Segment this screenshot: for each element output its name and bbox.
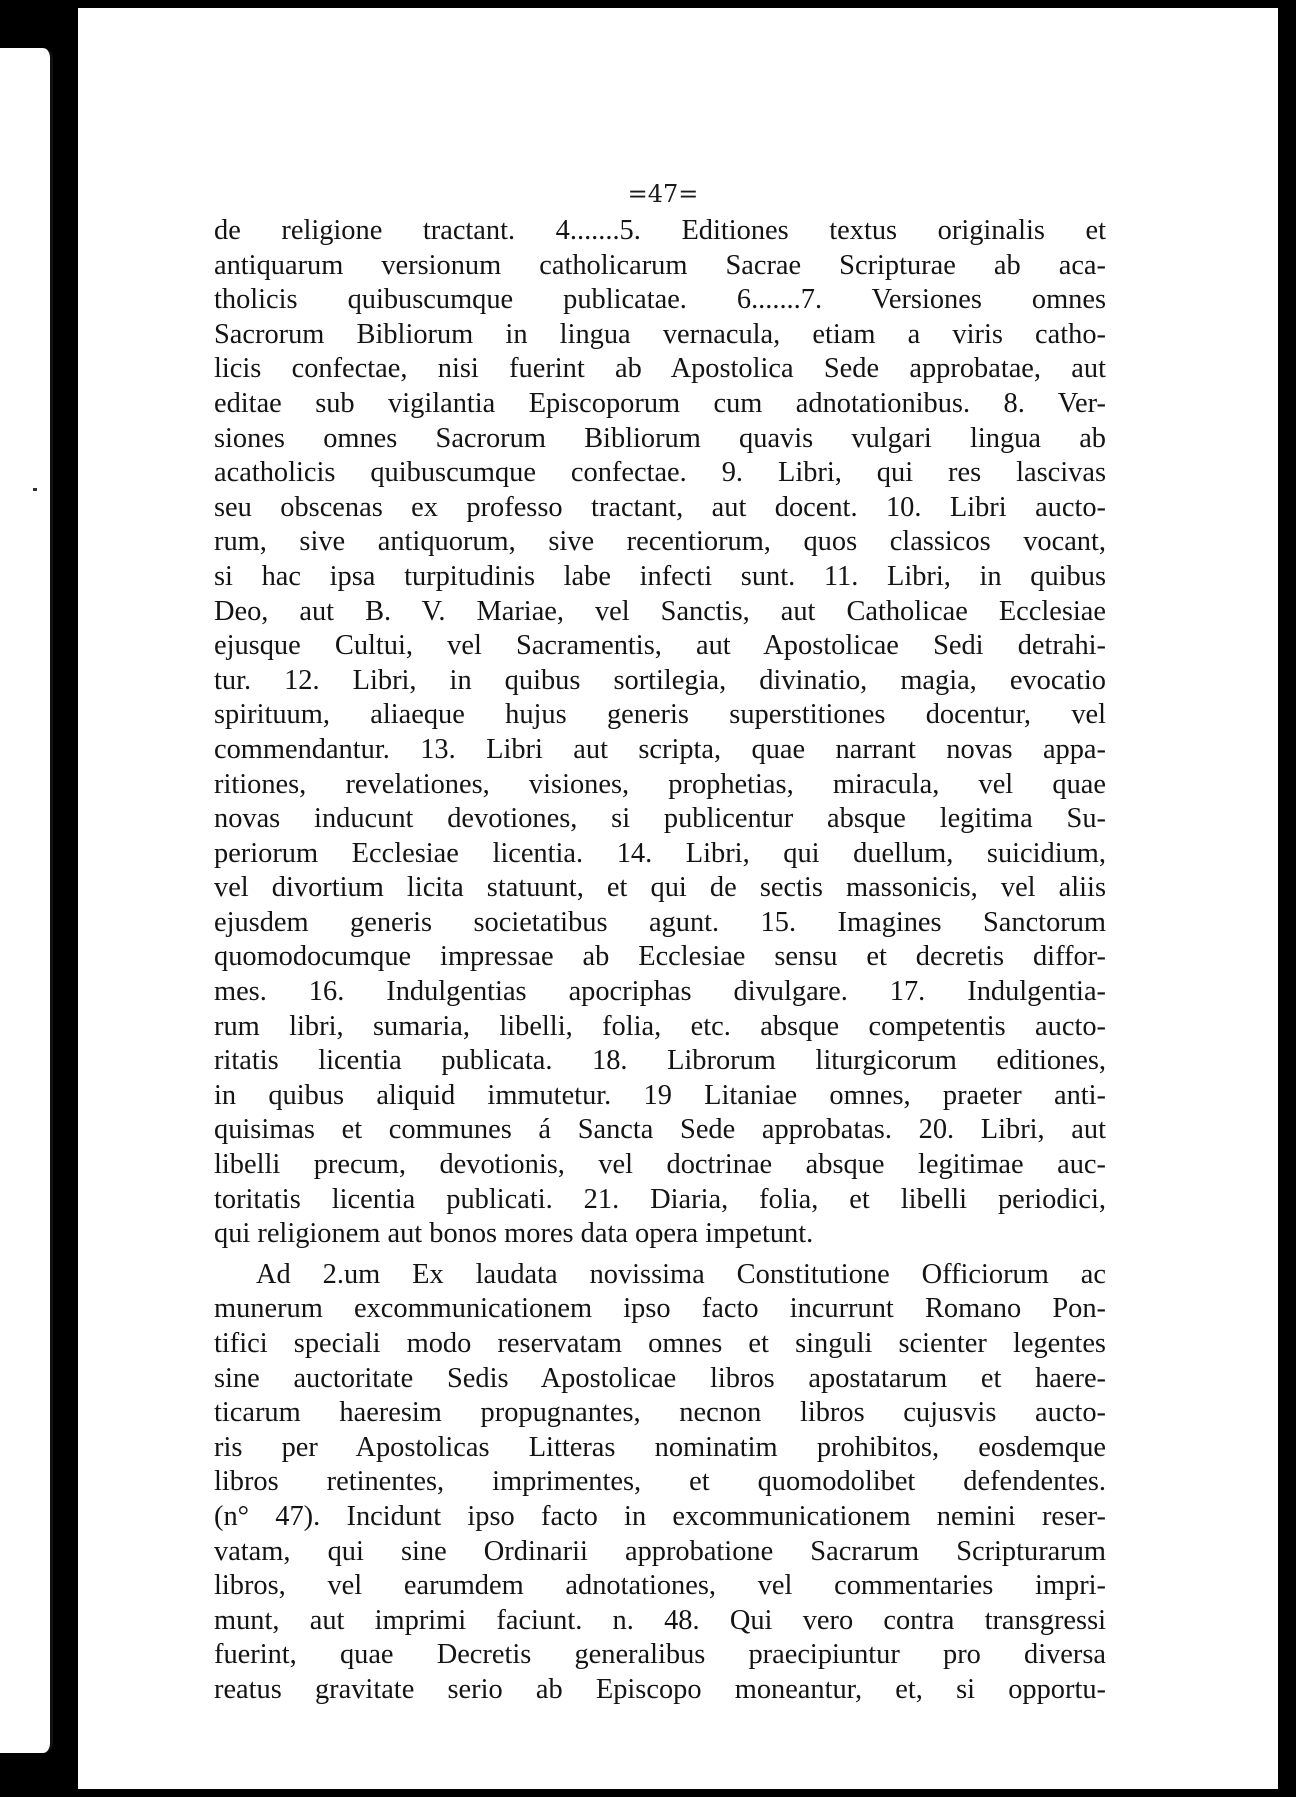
- text-line: rum, sive antiquorum, sive recentiorum, quos classicos vocant,: [214, 526, 1106, 558]
- text-line: editae sub vigilantia Episcoporum cum adnotationibus. 8. Ver-: [214, 387, 1106, 419]
- text-line: ticarum haeresim propugnantes, necnon libros cujusvis aucto-: [214, 1397, 1106, 1429]
- text-line: tholicis quibuscumque publicatae. 6.......7. Versiones omnes: [214, 284, 1106, 316]
- text-line: munerum excommunicationem ipso facto incurrunt Romano Pon-: [214, 1293, 1106, 1325]
- text-line: ritatis licentia publicata. 18. Librorum liturgicorum editiones,: [214, 1045, 1106, 1077]
- text-line: siones omnes Sacrorum Bibliorum quavis vulgari lingua ab: [214, 422, 1106, 454]
- text-line: mes. 16. Indulgentias apocriphas divulgare. 17. Indulgentia-: [214, 976, 1106, 1008]
- scan-speck: [33, 488, 37, 491]
- text-line: ris per Apostolicas Litteras nominatim prohibitos, eosdemque: [214, 1431, 1106, 1463]
- text-line: Ad 2.um Ex laudata novissima Constitutione Officiorum ac: [256, 1258, 1106, 1290]
- paragraph: [214, 1258, 1106, 1293]
- text-line: rum libri, sumaria, libelli, folia, etc. absque competentis aucto-: [214, 1010, 1106, 1042]
- text-line: ejusque Cultui, vel Sacramentis, aut Apostolicae Sedi detrahi-: [214, 630, 1106, 662]
- text-line: tifici speciali modo reservatam omnes et singuli scienter legentes: [214, 1328, 1106, 1359]
- text-line: reatus gravitate serio ab Episcopo moneantur, et, si opportu-: [214, 1673, 1106, 1705]
- text-line: (n° 47). Incidunt ipso facto in excommunicationem nemini reser-: [214, 1500, 1106, 1532]
- text-line: qui religionem aut bonos mores data opera impetunt.: [214, 1218, 814, 1250]
- text-line: sine auctoritate Sedis Apostolicae libros apostatarum et haere-: [214, 1362, 1106, 1394]
- text-line: spirituum, aliaeque hujus generis superstitiones docentur, vel: [214, 699, 1106, 731]
- text-line: munt, aut imprimi faciunt. n. 48. Qui vero contra transgressi: [214, 1604, 1106, 1636]
- paragraph: [214, 1292, 1106, 1707]
- text-line: vatam, qui sine Ordinarii approbatione Sacrarum Scripturarum: [214, 1535, 1106, 1567]
- text-line: in quibus aliquid immutetur. 19 Litaniae omnes, praeter anti-: [214, 1079, 1106, 1111]
- book-page: [78, 8, 1278, 1789]
- text-line: Sacrorum Bibliorum in lingua vernacula, etiam a viris catho-: [214, 318, 1106, 350]
- page-number: =47=: [627, 180, 699, 208]
- text-line: seu obscenas ex professo tractant, aut docent. 10. Libri aucto-: [214, 491, 1106, 523]
- text-line: quomodocumque impressae ab Ecclesiae sensu et decretis diffor-: [214, 941, 1106, 973]
- text-line: quisimas et communes á Sancta Sede approbatas. 20. Libri, aut: [214, 1114, 1106, 1146]
- text-line: commendantur. 13. Libri aut scripta, quae narrant novas appa-: [214, 733, 1106, 765]
- text-line: si hac ipsa turpitudinis labe infecti sunt. 11. Libri, in quibus: [214, 560, 1106, 592]
- previous-page-edge: [0, 48, 53, 1753]
- text-line: libros retinentes, imprimentes, et quomodolibet defendentes.: [214, 1466, 1106, 1498]
- text-line: periorum Ecclesiae licentia. 14. Libri, qui duellum, suicidium,: [214, 837, 1106, 869]
- text-line: libros, vel earumdem adnotationes, vel commentaries impri-: [214, 1570, 1106, 1602]
- text-line: novas inducunt devotiones, si publicentur absque legitima Su-: [214, 803, 1106, 835]
- text-line: de religione tractant. 4.......5. Editiones textus originalis et: [214, 215, 1106, 246]
- text-line: Deo, aut B. V. Mariae, vel Sanctis, aut Catholicae Ecclesiae: [214, 595, 1106, 627]
- text-line: antiquarum versionum catholicarum Sacrae Scripturae ab aca-: [214, 249, 1106, 281]
- text-line: tur. 12. Libri, in quibus sortilegia, divinatio, magia, evocatio: [214, 664, 1106, 696]
- text-line: vel divortium licita statuunt, et qui de sectis massonicis, vel aliis: [214, 872, 1106, 904]
- text-line: fuerint, quae Decretis generalibus praecipiuntur pro diversa: [214, 1639, 1106, 1671]
- text-line: acatholicis quibuscumque confectae. 9. Libri, qui res lascivas: [214, 457, 1106, 489]
- text-line: toritatis licentia publicati. 21. Diaria, folia, et libelli periodici,: [214, 1183, 1106, 1215]
- text-line: libelli precum, devotionis, vel doctrinae absque legitimae auc-: [214, 1149, 1106, 1181]
- page-text: [214, 214, 1106, 1708]
- text-line: ritiones, revelationes, visiones, prophetias, miracula, vel quae: [214, 768, 1106, 800]
- text-line: ejusdem generis societatibus agunt. 15. Imagines Sanctorum: [214, 906, 1106, 938]
- paragraph: [214, 214, 1106, 1252]
- text-line: licis confectae, nisi fuerint ab Apostolica Sede approbatae, aut: [214, 353, 1106, 385]
